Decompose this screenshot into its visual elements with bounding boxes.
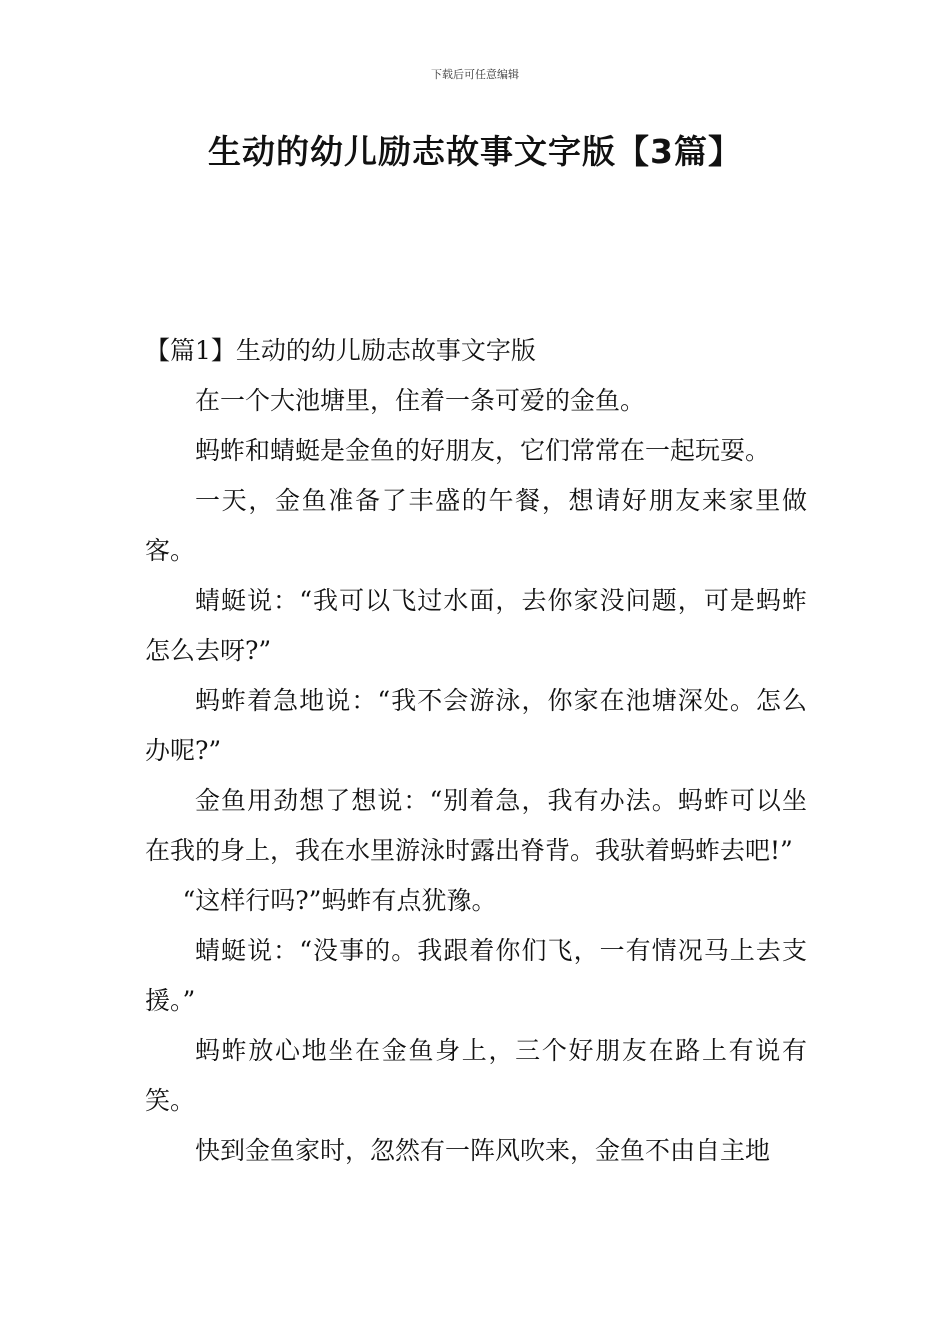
paragraph: 蜻蜓说：“我可以飞过水面，去你家没问题，可是蚂蚱怎么去呀?” — [145, 586, 807, 665]
paragraph: 快到金鱼家时，忽然有一阵风吹来，金鱼不由自主地 — [195, 1136, 771, 1165]
header-note: 下载后可任意编辑 — [431, 68, 519, 81]
document-body — [145, 326, 807, 1176]
paragraph: 蚂蚱和蜻蜓是金鱼的好朋友，它们常常在一起玩耍。 — [195, 436, 771, 465]
paragraph: 蜻蜓说：“没事的。我跟着你们飞，一有情况马上去支援。” — [145, 936, 807, 1015]
paragraph: “这样行吗?”蚂蚱有点犹豫。 — [182, 886, 497, 915]
paragraph: 蚂蚱放心地坐在金鱼身上，三个好朋友在路上有说有笑。 — [145, 1036, 807, 1115]
document-title: 生动的幼儿励志故事文字版【3篇】 — [208, 132, 742, 171]
paragraph: 蚂蚱着急地说：“我不会游泳，你家在池塘深处。怎么办呢?” — [145, 686, 807, 765]
paragraph: 金鱼用劲想了想说：“别着急，我有办法。蚂蚱可以坐在我的身上，我在水里游泳时露出脊背。我驮着蚂蚱去吧!” — [145, 786, 807, 865]
paragraph: 一天，金鱼准备了丰盛的午餐，想请好朋友来家里做客。 — [145, 486, 807, 565]
paragraph: 在一个大池塘里，住着一条可爱的金鱼。 — [195, 386, 646, 415]
section-heading: 【篇1】生动的幼儿励志故事文字版 — [145, 336, 536, 365]
